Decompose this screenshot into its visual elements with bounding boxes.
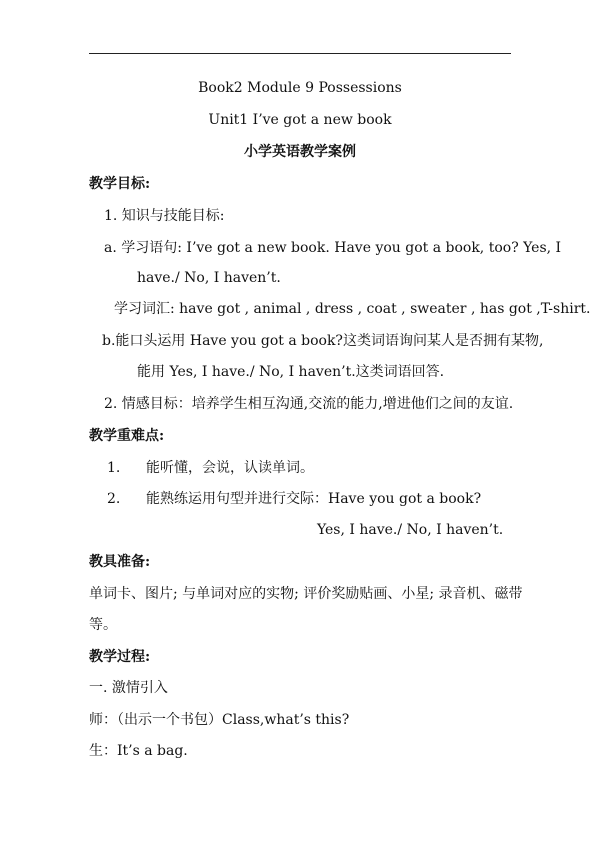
- key-point-2-number: 2.: [107, 491, 121, 507]
- oral-use-line-2: 能用 Yes, I have./ No, I haven’t.这类词语回答.: [137, 364, 445, 380]
- process-step-1: 一. 激情引入: [89, 680, 168, 696]
- sentences-line-1: a. 学习语句: I’ve got a new book. Have you got a book, too? Yes, I: [104, 240, 562, 256]
- materials-line-1: 单词卡、图片; 与单词对应的实物; 评价奖励贴画、小星; 录音机、磁带: [89, 586, 523, 602]
- objectives-heading: 教学目标:: [89, 176, 151, 192]
- materials-heading: 教具准备:: [89, 554, 151, 570]
- process-heading: 教学过程:: [89, 649, 151, 665]
- sentences-line-2: have./ No, I haven’t.: [137, 270, 281, 286]
- teacher-line: 师：（出示一个书包）Class,what’s this?: [89, 712, 350, 728]
- key-point-2-text: 能熟练运用句型并进行交际：Have you got a book?: [146, 491, 482, 507]
- student-line: 生：It’s a bag.: [89, 743, 188, 759]
- oral-use-line-1: b.能口头运用 Have you got a book?这类词语询问某人是否拥有某物,: [102, 333, 544, 349]
- emotion-objective: 2. 情感目标：培养学生相互沟通,交流的能力,增进他们之间的友谊.: [104, 396, 514, 412]
- materials-line-2: 等。: [89, 617, 117, 633]
- vocabulary-line: 学习词汇: have got , animal , dress , coat , sweater , has got ,T-shirt.: [114, 301, 591, 317]
- key-points-heading: 教学重难点:: [89, 428, 165, 444]
- document-title: 小学英语教学案例: [244, 144, 356, 160]
- key-point-1-number: 1.: [107, 460, 121, 476]
- header-rule: [89, 53, 511, 54]
- header-line-book-module: Book2 Module 9 Possessions: [198, 80, 402, 96]
- key-point-1-text: 能听懂，会说，认读单词。: [146, 460, 314, 476]
- knowledge-heading: 1. 知识与技能目标:: [104, 208, 225, 224]
- key-point-2-answer: Yes, I have./ No, I haven’t.: [317, 522, 504, 538]
- header-line-unit: Unit1 I’ve got a new book: [208, 112, 392, 128]
